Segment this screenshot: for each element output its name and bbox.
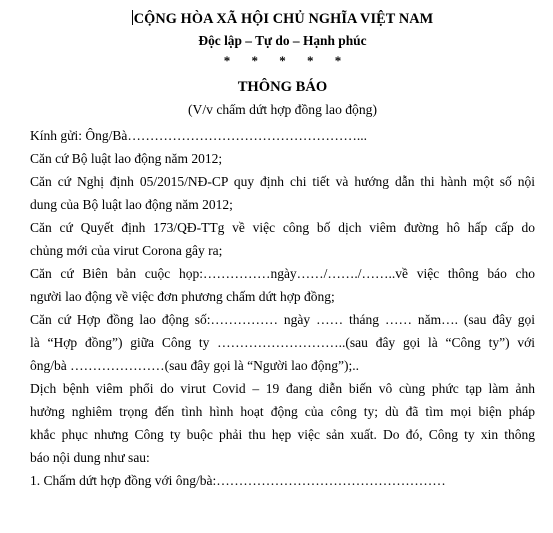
legal-basis-4-line-2: người lao động về việc đơn phương chấm dứt hợp đồng; (30, 289, 335, 304)
notice-title: THÔNG BÁO (237, 79, 328, 95)
numbered-item-1: 1. Chấm dứt hợp đồng với ông/bà:…………………………………………… (30, 473, 446, 488)
text-cursor (132, 10, 133, 25)
legal-basis-5-line-3: ông/bà …………………(sau đây gọi là “Người lao động”);.. (30, 358, 360, 373)
star-divider: * * * * * (223, 53, 351, 68)
national-name-text: CỘNG HÒA XÃ HỘI CHỦ NGHĨA VIỆT NAM (133, 11, 434, 27)
legal-basis-2-line-2: dung của Bộ luật lao động năm 2012; (30, 197, 233, 212)
legal-basis-3-line-2: chủng mới của virut Corona gây ra; (30, 243, 223, 258)
reason-line-1: Dịch bệnh viêm phổi do virut Covid – 19 đang diễn biến vô cùng phức tạp làm ảnh (30, 381, 535, 396)
national-name (30, 8, 535, 30)
legal-basis-3 (30, 216, 535, 262)
reason-line-2: hưởng nghiêm trọng đến tình hình hoạt động của công ty; dù đã tìm mọi biện pháp (30, 404, 535, 419)
legal-basis-3-line-1: Căn cứ Quyết định 173/QĐ-TTg về việc công bố dịch viêm đường hô hấp cấp do (30, 220, 535, 235)
legal-basis-4-line-1: Căn cứ Biên bản cuộc họp:……………ngày……/……./……..về việc thông báo cho (30, 266, 535, 281)
legal-basis-4 (30, 262, 535, 308)
reason-line-3: khắc phục nhưng Công ty buộc phải thu hẹp việc sản xuất. Do đó, Công ty xin thông (30, 427, 535, 442)
notice-subject: (V/v chấm dứt hợp đồng lao động) (188, 102, 377, 117)
legal-basis-2-line-1: Căn cứ Nghị định 05/2015/NĐ-CP quy định chi tiết và hướng dẫn thi hành một số nội (30, 174, 535, 189)
legal-basis-5-line-1: Căn cứ Hợp đồng lao động số:…………… ngày …… tháng …… năm…. (sau đây gọi (30, 312, 535, 327)
document-body (30, 124, 535, 492)
reason-paragraph (30, 377, 535, 469)
reason-line-4: báo nội dung như sau: (30, 450, 150, 465)
legal-basis-1: Căn cứ Bộ luật lao động năm 2012; (30, 151, 223, 166)
legal-basis-2 (30, 170, 535, 216)
greeting-line: Kính gửi: Ông/Bà……………………………………………... (30, 128, 367, 143)
legal-basis-5-line-2: là “Hợp đồng”) giữa Công ty ………………………..(sau đây gọi là “Công ty”) với (30, 335, 535, 350)
motto: Độc lập – Tự do – Hạnh phúc (198, 33, 367, 48)
legal-basis-5 (30, 308, 535, 377)
